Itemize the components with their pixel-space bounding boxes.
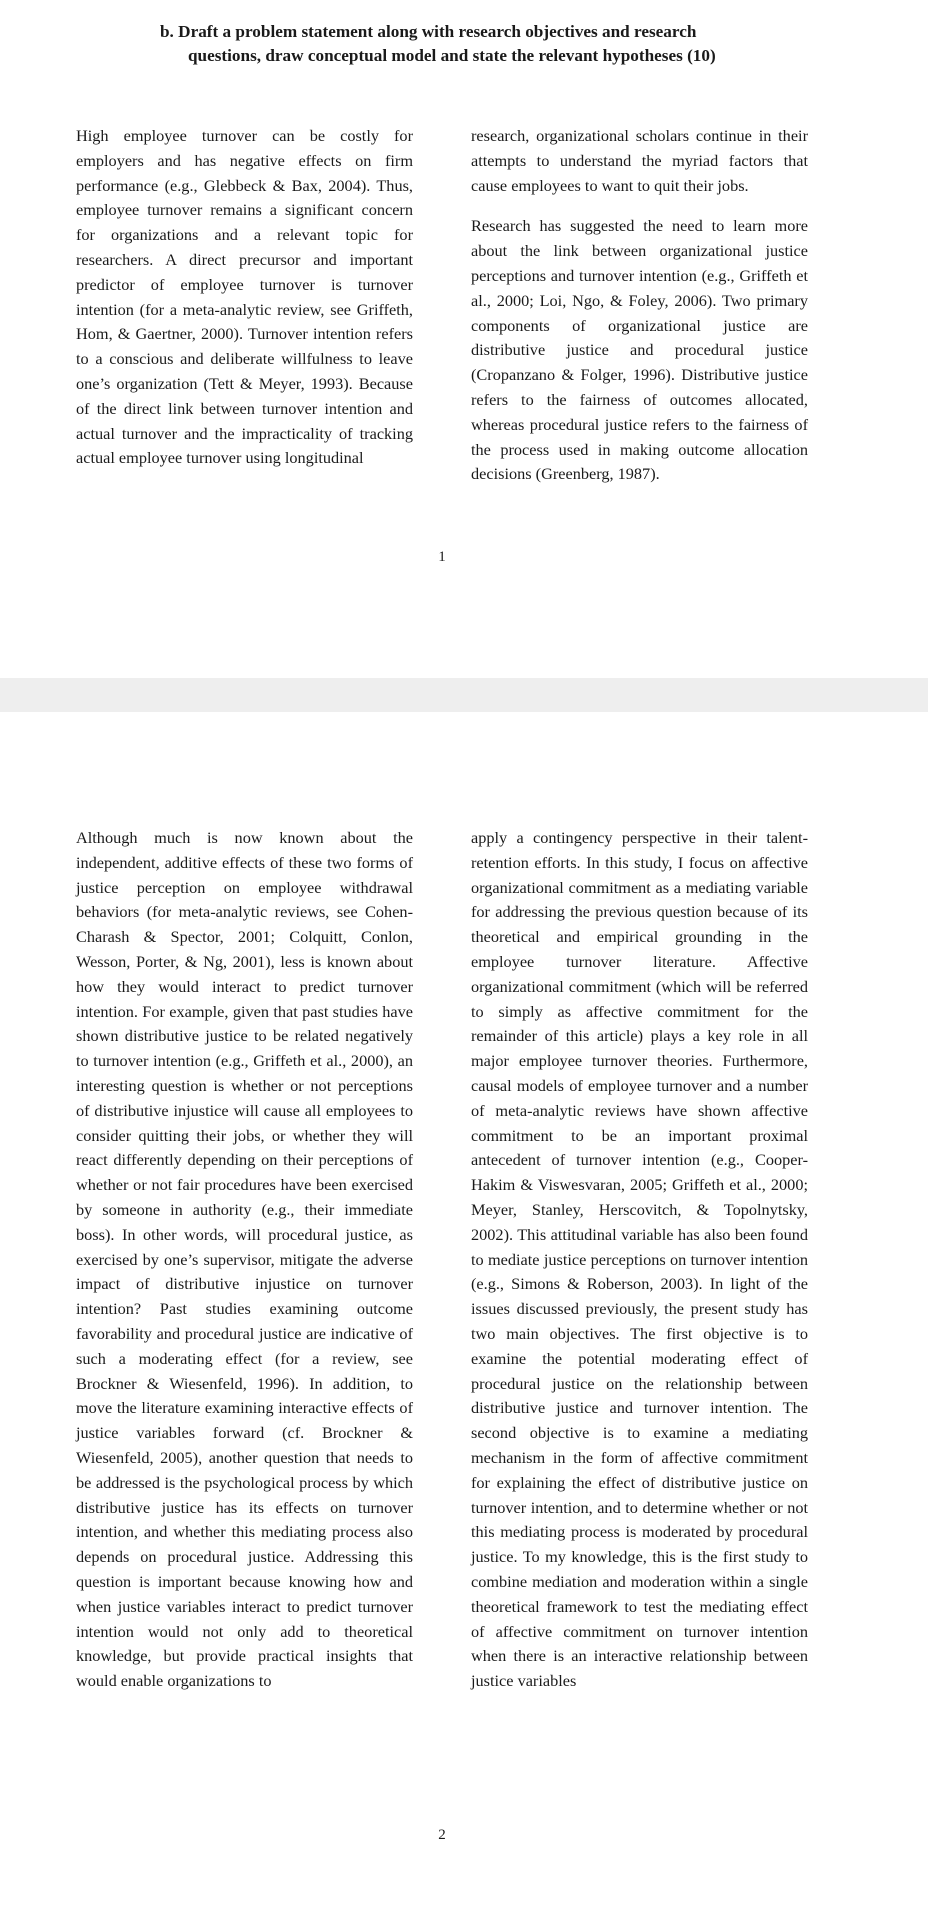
paragraph: Research has suggested the need to learn more about the link between organizational justice perceptions and turnover intention (e.g., Griffeth et al., 2000; Loi, Ngo, & Foley, 2006). Two primary components of organizational justice are distributive justice and procedural justice (Cropanzano & Folger, 1996). Distributive justice refers to the fairness of outcomes allocated, whereas procedural justice refers to the fairness of the process used in making outcome allocation decisions (Greenberg, 1987).	[471, 216, 808, 484]
page-1-right-column	[471, 124, 808, 487]
document-page-2	[0, 712, 928, 1920]
page-2-left-column	[76, 826, 413, 1694]
page-separator	[0, 678, 928, 712]
question-heading-line-1: b. Draft a problem statement along with research objectives and research	[160, 22, 697, 41]
question-heading	[160, 20, 820, 68]
paragraph: High employee turnover can be costly for employers and has negative effects on firm performance (e.g., Glebbeck & Bax, 2004). Thus, employee turnover remains a significant concern for organizations and a relevant topic for researchers. A direct precursor and important predictor of employee turnover is turnover intention (for a meta-analytic review, see Griffeth, Hom, & Gaertner, 2000). Turnover intention refers to a conscious and deliberate willfulness to leave one’s organization (Tett & Meyer, 1993). Because of the direct link between turnover intention and actual turnover and the impracticality of tracking actual employee turnover using longitudinal	[76, 126, 413, 468]
paragraph: apply a contingency perspective in their talent-retention efforts. In this study, I focus on affective organizational commitment as a mediating variable for addressing the previous question because of its theoretical and empirical grounding in the employee turnover literature. Affective organizational commitment (which will be referred to simply as affective commitment for the remainder of this article) plays a key role in all major employee turnover theories. Furthermore, causal models of employee turnover and a number of meta-analytic reviews have shown affective commitment to be an important proximal antecedent of turnover intention (e.g., Cooper-Hakim & Viswesvaran, 2005; Griffeth et al., 2000; Meyer, Stanley, Herscovitch, & Topolnytsky, 2002). This attitudinal variable has also been found to mediate justice perceptions on turnover intention (e.g., Simons & Roberson, 2003). In light of the issues discussed previously, the present study has two main objectives. The first objective is to examine the potential moderating effect of procedural justice on the relationship between distributive justice and turnover intention. The second objective is to examine a mediating mechanism in the form of affective commitment for explaining the effect of distributive justice on turnover intention, and to determine whether or not this mediating process is moderated by procedural justice. To my knowledge, this is the first study to combine mediation and moderation within a single theoretical framework to test the mediating effect of affective commitment on turnover intention when there is an interactive relationship between justice variables	[471, 828, 808, 1691]
page-number: 1	[438, 549, 446, 565]
document-page-1	[0, 0, 928, 678]
paragraph: research, organizational scholars continue in their attempts to understand the myriad factors that cause employees to want to quit their jobs.	[471, 126, 808, 195]
paragraph: Although much is now known about the independent, additive effects of these two forms of justice perception on employee withdrawal behaviors (for meta-analytic reviews, see Cohen-Charash & Spector, 2001; Colquitt, Conlon, Wesson, Porter, & Ng, 2001), less is known about how they would interact to predict turnover intention. For example, given that past studies have shown distributive justice to be related negatively to turnover intention (e.g., Griffeth et al., 2000), an interesting question is whether or not perceptions of distributive injustice will cause all employees to consider quitting their jobs, or whether they will react differently depending on their perceptions of whether or not fair procedures have been exercised by someone in authority (e.g., their immediate boss). In other words, will procedural justice, as exercised by one’s supervisor, mitigate the adverse impact of distributive injustice on turnover intention? Past studies examining outcome favorability and procedural justice are indicative of such a moderating effect (for a review, see Brockner & Wiesenfeld, 1996). In addition, to move the literature examining interactive effects of justice variables forward (cf. Brockner & Wiesenfeld, 2005), another question that needs to be addressed is the psychological process by which distributive justice has its effects on turnover intention, and whether this mediating process also depends on procedural justice. Addressing this question is important because knowing how and when justice variables interact to predict turnover intention would not only add to theoretical knowledge, but provide practical insights that would enable organizations to	[76, 828, 413, 1691]
page-number: 2	[438, 1827, 446, 1843]
question-heading-line-2: questions, draw conceptual model and state the relevant hypotheses (10)	[188, 46, 716, 65]
page-2-right-column	[471, 826, 808, 1694]
page-1-left-column	[76, 124, 413, 471]
